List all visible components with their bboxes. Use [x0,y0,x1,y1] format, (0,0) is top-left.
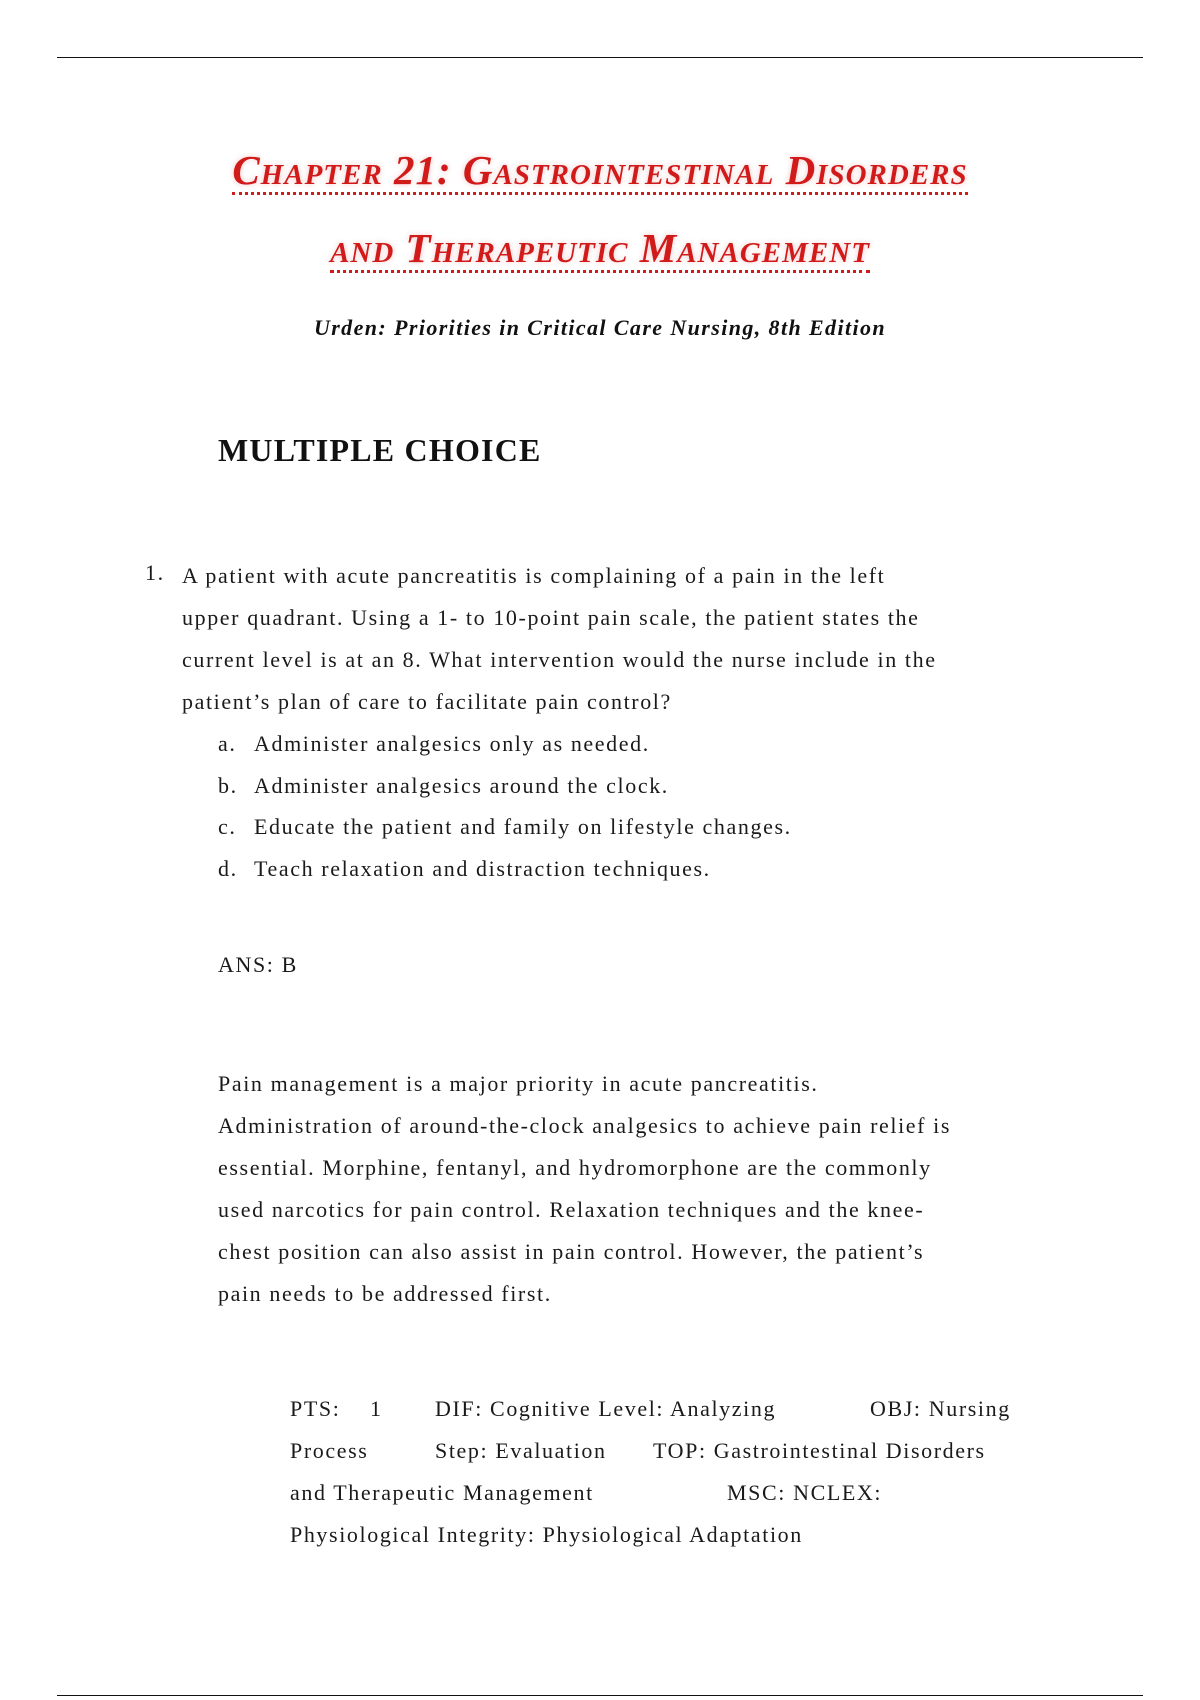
chapter-title-line-2 [0,224,1200,273]
question-metadata [290,1388,1070,1556]
step: Step: Evaluation [435,1438,607,1463]
option-text: Administer analgesics around the clock. [254,772,669,798]
objective-part-2: Process [290,1438,369,1463]
option-d [218,848,792,890]
msc-part-2: Physiological Integrity: Physiological Adaptation [290,1522,803,1547]
chapter-title-text-2: and Therapeutic Management [330,227,870,273]
metadata-row [290,1472,1070,1514]
topic-part-1: TOP: Gastrointestinal Disorders [653,1438,986,1463]
rationale-line: Administration of around-the-clock analgesics to achieve pain relief is [218,1113,952,1138]
answer-key: ANS: B [218,952,298,977]
rationale-line: used narcotics for pain control. Relaxation techniques and the knee- [218,1197,925,1222]
rationale [218,1063,1098,1315]
pts-label: PTS: [290,1396,341,1421]
question-stem [182,555,1062,723]
bottom-rule [57,1695,1143,1696]
metadata-row [290,1430,1070,1472]
rationale-line: chest position can also assist in pain control. However, the patient’s [218,1239,925,1264]
chapter-title-text-1: Chapter 21: Gastrointestinal Disorders [232,149,967,195]
option-text: Teach relaxation and distraction techniques. [254,855,711,881]
option-a [218,723,792,765]
question-stem-line: patient’s plan of care to facilitate pain control? [182,689,672,714]
difficulty: DIF: Cognitive Level: Analyzing [435,1396,777,1421]
option-b [218,765,792,807]
rationale-line: essential. Morphine, fentanyl, and hydromorphone are the commonly [218,1155,932,1180]
pts-value: 1 [370,1396,383,1421]
question-stem-line: current level is at an 8. What intervention would the nurse include in the [182,647,937,672]
objective-part-1: OBJ: Nursing [870,1396,1011,1421]
option-letter: b. [218,772,238,798]
rationale-line: pain needs to be addressed first. [218,1281,552,1306]
metadata-row [290,1514,1070,1556]
msc-part-1: MSC: NCLEX: [727,1480,883,1505]
book-subtitle: Urden: Priorities in Critical Care Nursing, 8th Edition [313,315,887,340]
chapter-title-line-1 [0,146,1200,195]
option-text: Educate the patient and family on lifestyle changes. [254,814,792,839]
option-c [218,806,792,848]
question-number: 1. [145,560,165,585]
option-letter: a. [218,731,237,756]
question-stem-line: upper quadrant. Using a 1- to 10-point pain scale, the patient states the [182,605,920,630]
question-stem-line: A patient with acute pancreatitis is complaining of a pain in the left [182,563,886,588]
option-text: Administer analgesics only as needed. [254,731,650,756]
top-rule [57,57,1143,58]
option-letter: d. [218,855,238,881]
answer-options [218,723,792,889]
metadata-row [290,1388,1070,1430]
option-letter: c. [218,814,237,839]
topic-part-2: and Therapeutic Management [290,1480,594,1505]
rationale-line: Pain management is a major priority in acute pancreatitis. [218,1071,819,1096]
section-heading: MULTIPLE CHOICE [218,432,542,468]
